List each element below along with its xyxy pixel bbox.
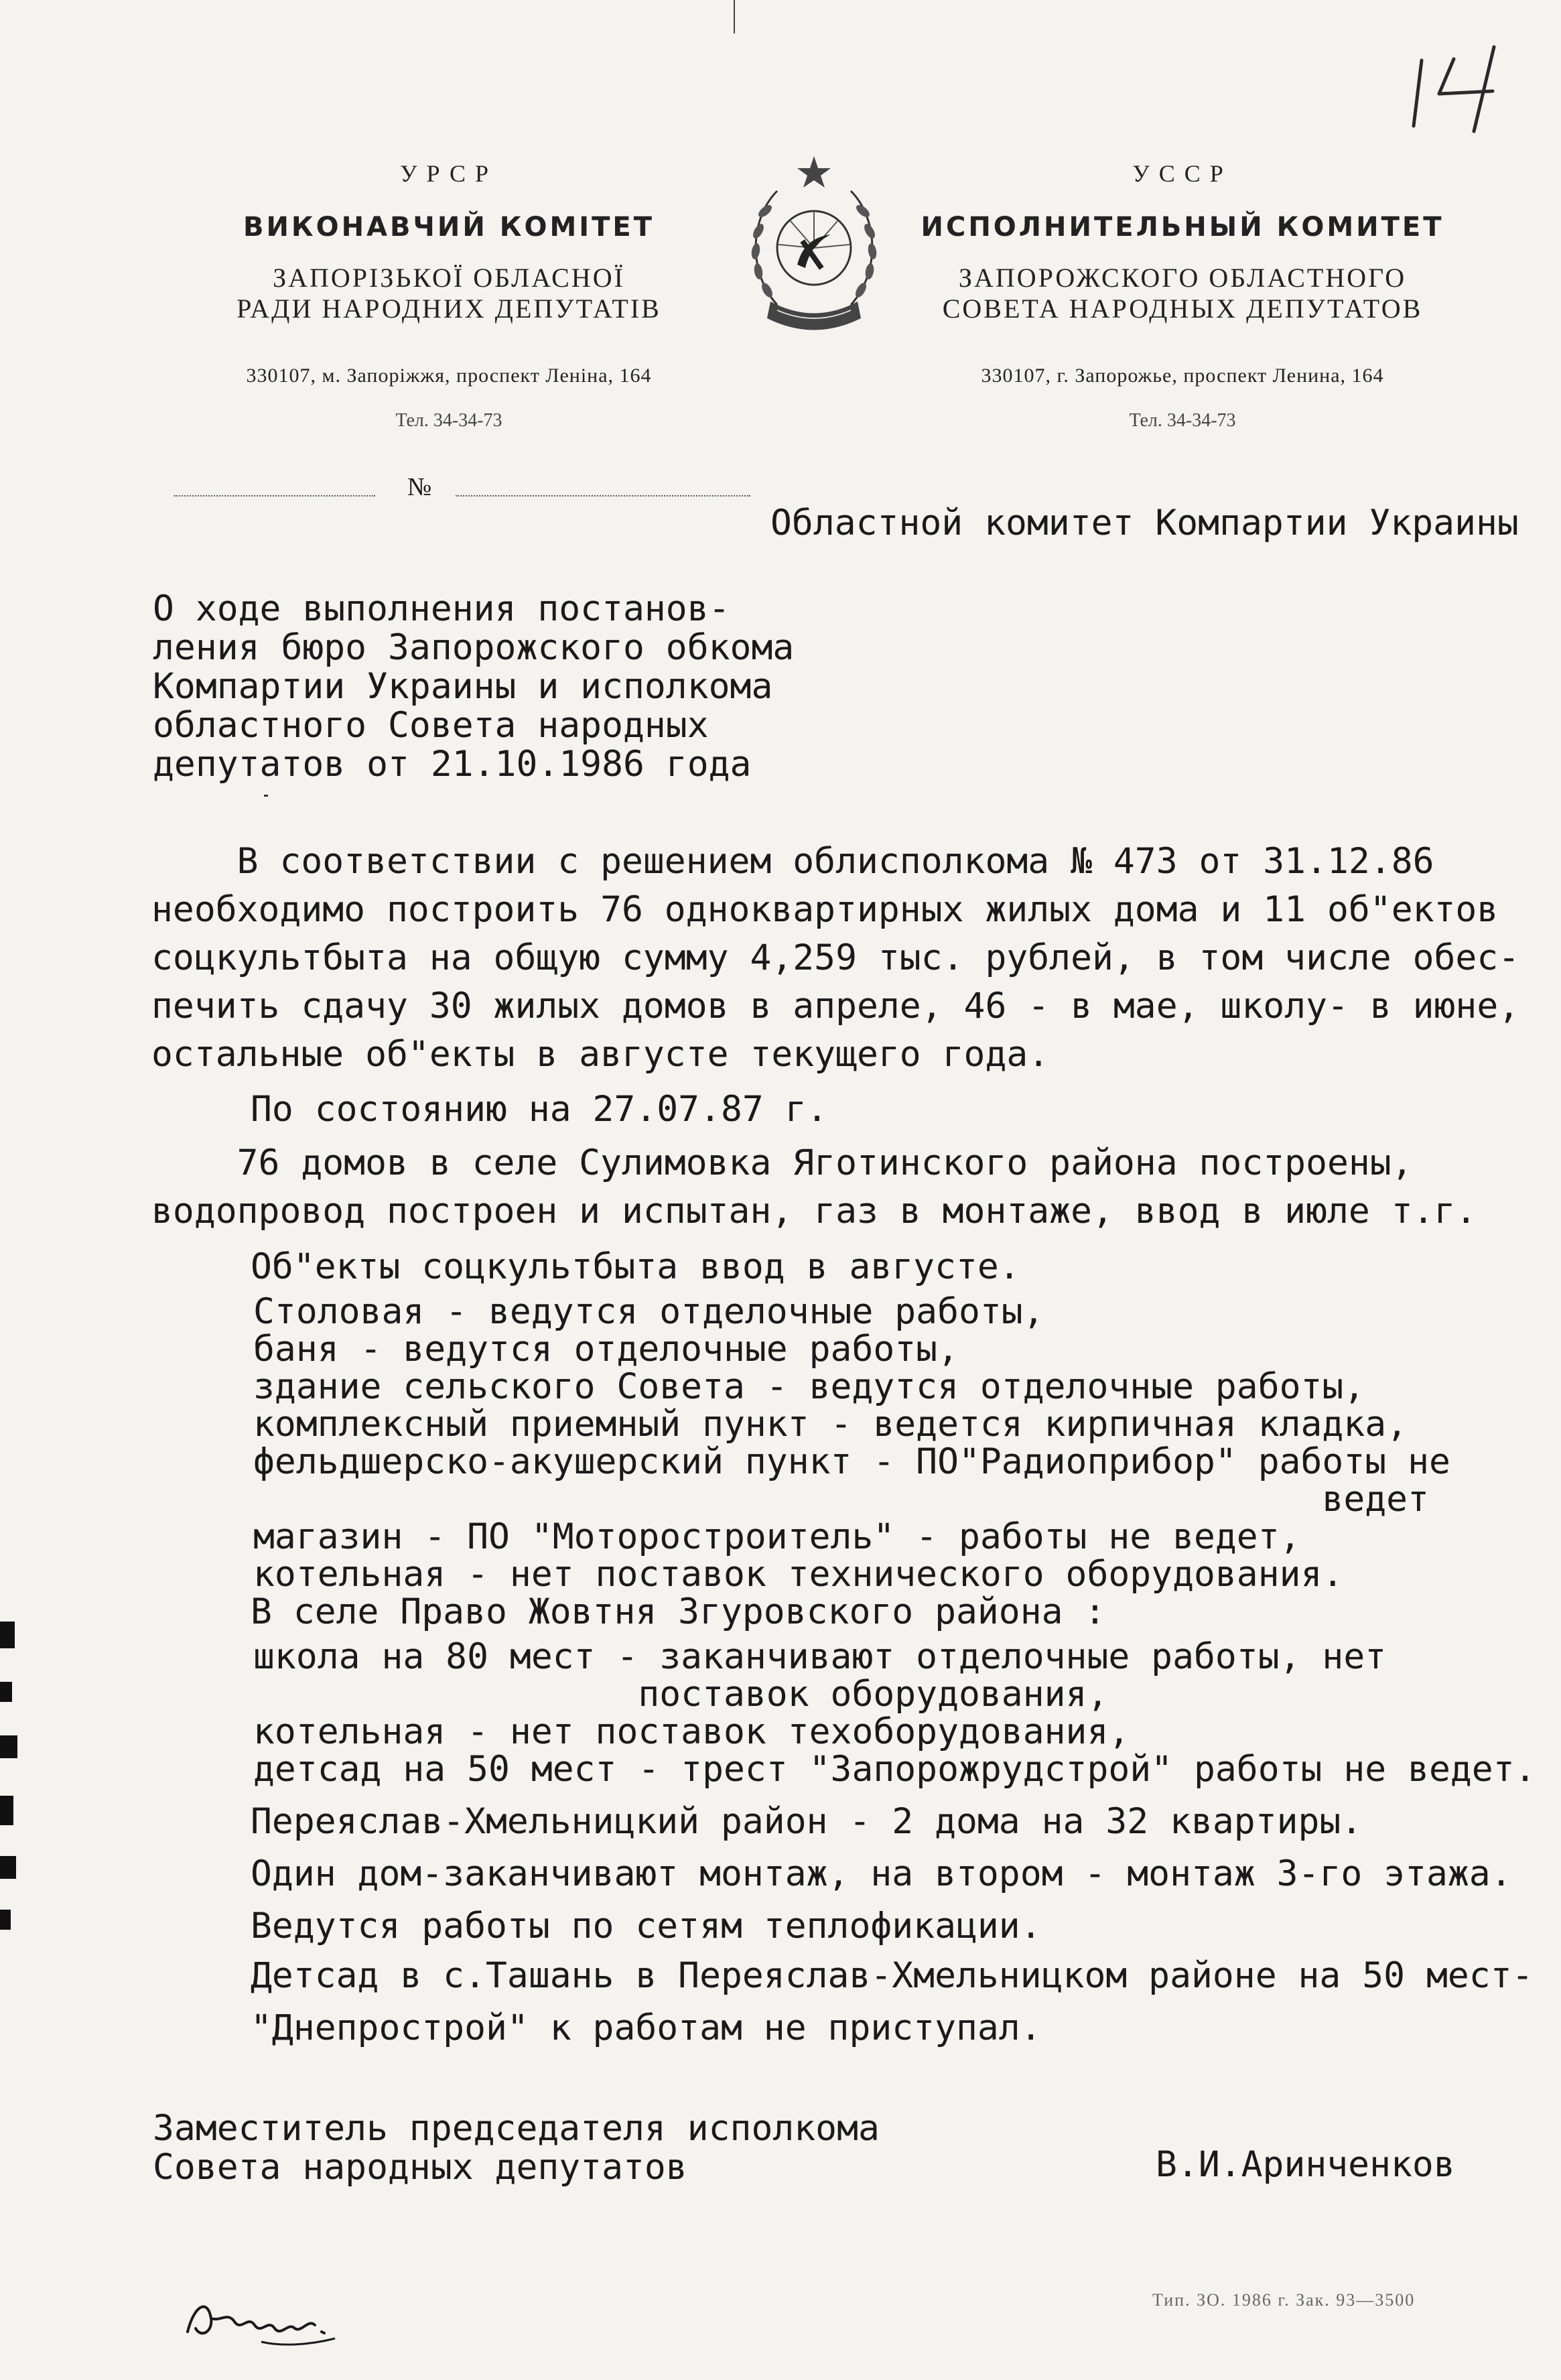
scan-artifact [264,795,268,797]
objects-list: Столовая - ведутся отделочные работы, баня - ведутся отделочные работы, здание сельского Совета - ведутся отделочные работы, комплексный приемный пункт - ведется кирпичная кладка, фельдшерско-акушерский пункт - ПО"Радиоприбор" работы не ведет магазин - ПО "Моторостроитель" - работы не ведет, котельная - нет поставок технического оборудования. [253,1291,1450,1595]
paragraph-pereyaslav: Переяслав-Хмельницкий район - 2 дома на 32 квартиры. Один дом-заканчивают монтаж, на втором - монтаж 3-го этажа. Ведутся работы по сетям теплофикации. [251,1801,1512,1946]
signatory-position: Заместитель председателя исполкома Совета народных депутатов [153,2108,880,2188]
committee-title: ВИКОНАВЧИЙ КОМІТЕТ [243,212,655,243]
address: 330107, м. Запоріжжя, проспект Леніна, 164 [246,365,652,387]
signatory-name: В.И.Аринченков [1156,2144,1455,2185]
handwritten-page-number [1407,40,1514,134]
committee-title: ИСПОЛНИТЕЛЬНЫЙ КОМИТЕТ [921,212,1444,243]
dotted-line [456,495,750,497]
phone: Тел. 34-34-73 [1129,410,1236,431]
handwritten-signature [181,2292,355,2352]
paragraph-tashan: Детсад в с.Ташань в Переяслав-Хмельницком районе на 50 мест- "Днепрострой" к работам не приступал. [251,1955,1534,2048]
paragraph-objects: Об"екты соцкультбыта ввод в августе. [251,1246,1020,1287]
document-number-line [174,472,750,513]
pravo-zhovtnya-list: школа на 80 мест - заканчивают отделочные работы, нет поставок оборудования, котельная - нет поставок техоборудования, детсад на 50 мест - трест "Запорожрудстрой" работы не ведет. [253,1636,1536,1790]
paragraph-decision: В соответствии с решением облисполкома № 473 от 31.12.86 необходимо построить 76 одноквартирных жилых дома и 11 об"ектов соцкультбыта на общую сумму 4,259 тыс. рублей, в том числе обес- печить сдачу 30 жилых домов в апреле, 46 - в мае, школу- в июне, остальные об"екты в августе текущего года. [151,841,1520,1075]
dotted-line [174,495,375,497]
committee-subtitle-line1: ЗАПОРІЗЬКОЇ ОБЛАСНОЇ [273,263,625,293]
addressee: Областной комитет Компартии Украины [770,503,1519,543]
number-sign: № [407,473,432,501]
letterhead-left [121,159,777,432]
committee-subtitle-line1: ЗАПОРОЖСКОГО ОБЛАСТНОГО [958,263,1407,293]
letterhead-right [844,159,1521,432]
address: 330107, г. Запорожье, проспект Ленина, 164 [981,365,1384,387]
paragraph-pravo-zhovtnya: В селе Право Жовтня Згуровского района : [251,1591,1106,1632]
print-mark: Тип. ЗО. 1986 г. Зак. 93—3500 [1152,2290,1416,2310]
scan-artifact [732,0,736,34]
binder-marks [0,1622,40,1943]
phone: Тел. 34-34-73 [395,410,502,431]
paragraph-sulimovka: 76 домов в селе Сулимовка Яготинского района построены, водопровод построен и испытан, газ в монтаже, ввод в июле т.г. [151,1142,1477,1232]
country-label: УССР [1132,160,1233,187]
subject-heading: О ходе выполнения постанов- ления бюро Запорожского обкома Компартии Украины и исполкома областного Совета народных депутатов от 21.10.1986 года [153,588,795,785]
committee-subtitle-line2: СОВЕТА НАРОДНЫХ ДЕПУТАТОВ [942,293,1423,324]
paragraph-status-date: По состоянию на 27.07.87 г. [251,1089,828,1130]
country-label: УРСР [400,160,498,187]
committee-subtitle-line2: РАДИ НАРОДНИХ ДЕПУТАТІВ [236,293,661,324]
